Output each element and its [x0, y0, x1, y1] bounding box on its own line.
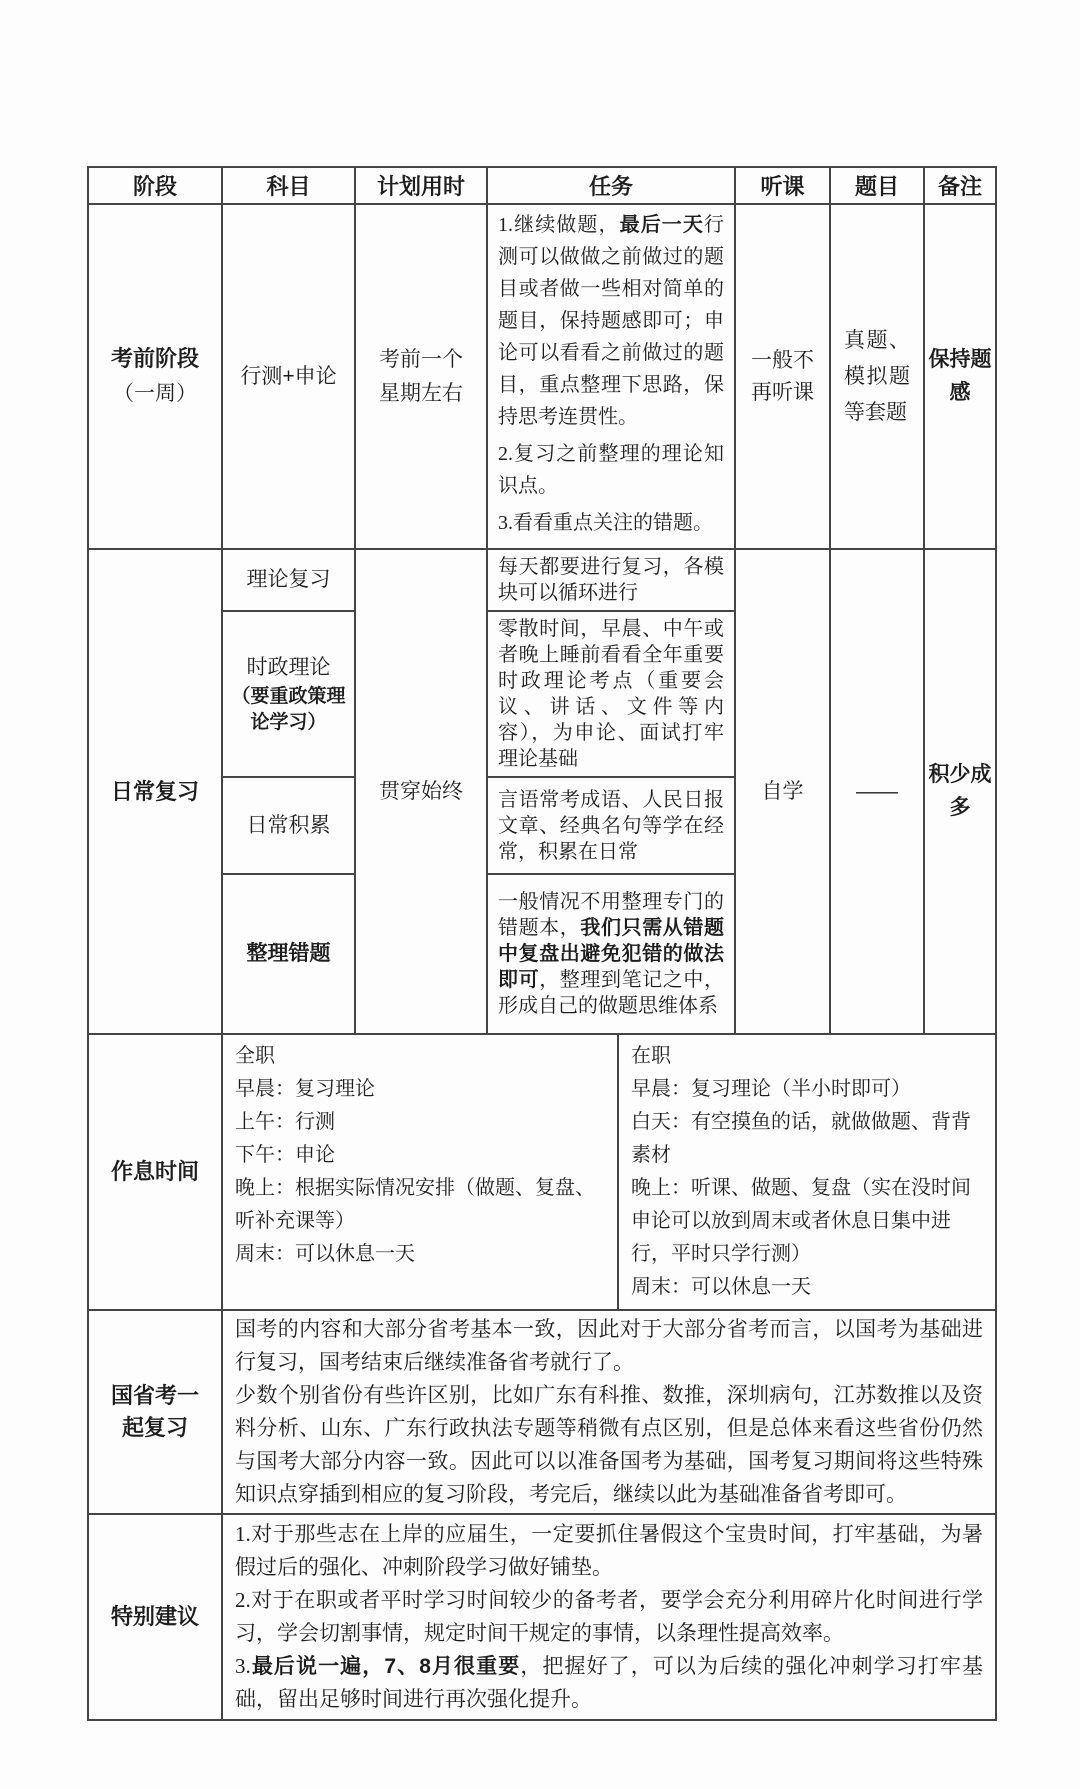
schedule-stage-cell: 作息时间: [88, 1034, 222, 1310]
daily-task-1-cell: 每天都要进行复习，各模块可以循环进行: [487, 549, 735, 611]
pre-exam-duration-text: 考前一个星期左右: [379, 347, 463, 405]
pre-exam-listen-cell: 一般不再听课: [735, 204, 830, 549]
daily-task-2-cell: 零散时间，早晨、中午或者晚上睡前看看全年重要时政理论考点（重要会议、讲话、文件等内容），为申论、面试打牢理论基础: [487, 611, 735, 777]
daily-subject-2-cell: [222, 611, 355, 777]
advice-item-3: [235, 1650, 983, 1716]
task-1-text-rest: 行测可以做做之前做过的题目或者做一些相对简单的题目，保持题感即可；申论可以看看之前做过的题目，重点整理下思路，保持思考连贯性。: [498, 214, 725, 428]
table-header-row: [88, 167, 996, 204]
combined-paragraph-2: 少数个别省份有些许区别，比如广东有科推、数推，深圳病句，江苏数推以及资料分析、山东、广东行政执法专题等稍微有点区别，但是总体来看这些省份仍然与国考大部分内容一致。因此可以以准备国考为基础，国考复习期间将这些特殊知识点穿插到相应的复习阶段，考完后，继续以此为基础准备省考即可。: [235, 1384, 983, 1506]
schedule-onjob-line: 白天：有空摸鱼的话，就做做题、背背素材: [631, 1111, 971, 1166]
header-stage: 阶段: [88, 167, 222, 204]
advice-item-1: [235, 1518, 983, 1584]
schedule-content-cell: [222, 1034, 996, 1310]
combined-paragraph-1: 国考的内容和大部分省考基本一致，因此对于大部分省考而言，以国考为基础进行复习，国考结束后继续准备省考就行了。: [235, 1318, 983, 1374]
pre-exam-task-cell: [487, 204, 735, 549]
study-plan-table: [87, 166, 997, 1721]
row-advice: [88, 1514, 996, 1720]
row-daily-sub1: [88, 549, 996, 611]
daily-subject-1-cell: 理论复习: [222, 549, 355, 611]
advice-2-number: 2.: [235, 1588, 251, 1612]
daily-task-4-text-rest: ，整理到笔记之中，形成自己的做题思维体系: [498, 969, 725, 1017]
pre-exam-note-cell: 保持题感: [924, 204, 996, 549]
pre-exam-task-1: [498, 209, 724, 433]
advice-item-2: [235, 1584, 983, 1650]
daily-task-4-text: 一般情况不用整理专门的错题本，: [498, 891, 724, 939]
pre-exam-duration-cell: [355, 204, 487, 549]
daily-task-4-cell: [487, 874, 735, 1034]
task-1-bold-text: 最后一天: [619, 214, 705, 236]
header-task: 任务: [487, 167, 735, 204]
daily-listen-cell: 自学: [735, 549, 830, 1034]
schedule-split: [223, 1035, 995, 1309]
pre-exam-stage-note: （一周）: [113, 382, 197, 406]
daily-task-4-bold-text: 我们只需从错题中复盘出避免犯错的做法即可: [498, 917, 725, 991]
daily-task-3-cell: 言语常考成语、人民日报文章、经典名句等学在经常，积累在日常: [487, 777, 735, 874]
combined-content-cell: [222, 1310, 996, 1514]
schedule-onjob-block: [619, 1035, 995, 1309]
schedule-fulltime-line: 上午：行测: [235, 1111, 335, 1133]
schedule-fulltime-line: 晚上：根据实际情况安排（做题、复盘、听补充课等）: [235, 1177, 595, 1232]
schedule-fulltime-block: [223, 1035, 619, 1309]
advice-1-text: 对于那些志在上岸的应届生，一定要抓住暑假这个宝贵时间，打牢基础，为暑假过后的强化、冲刺阶段学习做好铺垫。: [235, 1523, 983, 1579]
advice-1-number: 1.: [235, 1522, 251, 1546]
pre-exam-task-2: [498, 438, 724, 502]
combined-stage-cell: [88, 1310, 222, 1514]
schedule-fulltime-line: 周末：可以休息一天: [235, 1243, 415, 1265]
task-2-text: 复习之前整理的理论知识点。: [498, 443, 724, 497]
row-schedule: [88, 1034, 996, 1310]
daily-subject-2-title: 时政理论: [246, 655, 331, 679]
schedule-fulltime-line: 早晨：复习理论: [235, 1078, 375, 1100]
header-listen: 听课: [735, 167, 830, 204]
schedule-fulltime-line: 下午：申论: [235, 1144, 335, 1166]
advice-3-number: 3.: [235, 1654, 251, 1678]
advice-content-cell: [222, 1514, 996, 1720]
daily-subject-3-cell: 日常积累: [222, 777, 355, 874]
row-combined-exams: [88, 1310, 996, 1514]
daily-subject-2-note: （要重政策理论学习）: [231, 686, 346, 733]
task-3-text: 看看重点关注的错题。: [513, 512, 713, 534]
task-2-number: 2.: [498, 443, 513, 465]
advice-stage-cell: 特别建议: [88, 1514, 222, 1720]
header-duration: 计划用时: [355, 167, 487, 204]
schedule-onjob-line: 早晨：复习理论（半小时即可）: [631, 1078, 911, 1100]
row-pre-exam: [88, 204, 996, 549]
advice-3-text-rest: ，把握好了，可以为后续的强化冲刺学习打牢基础，留出足够时间进行再次强化提升。: [235, 1655, 984, 1711]
schedule-onjob-line: 晚上：听课、做题、复盘（实在没时间申论可以放到周末或者休息日集中进行，平时只学行测）: [631, 1177, 971, 1265]
combined-stage-title: 国省考一起复习: [110, 1383, 199, 1440]
task-1-text: 继续做题，: [513, 214, 620, 236]
advice-2-text: 对于在职或者平时学习时间较少的备考者，要学会充分利用碎片化时间进行学习，学会切割事情，规定时间干规定的事情，以条理性提高效率。: [235, 1589, 983, 1645]
pre-exam-questions-cell: 真题、模拟题等套题: [830, 204, 924, 549]
daily-note-cell: 积少成多: [924, 549, 996, 1034]
advice-3-bold-text: 最后说一遍，7、8月很重要: [250, 1655, 521, 1678]
schedule-fulltime-title: 全职: [235, 1045, 275, 1067]
daily-questions-cell: ——: [830, 549, 924, 1034]
task-3-number: 3.: [498, 512, 513, 534]
header-note: 备注: [924, 167, 996, 204]
pre-exam-stage-title: 考前阶段: [110, 346, 199, 372]
daily-duration-cell: 贯穿始终: [355, 549, 487, 1034]
header-subject: 科目: [222, 167, 355, 204]
daily-stage-cell: 日常复习: [88, 549, 222, 1034]
header-questions: 题目: [830, 167, 924, 204]
schedule-onjob-line: 周末：可以休息一天: [631, 1276, 811, 1298]
pre-exam-subject-cell: 行测+申论: [222, 204, 355, 549]
daily-subject-4-cell: 整理错题: [222, 874, 355, 1034]
task-1-number: 1.: [498, 214, 513, 236]
pre-exam-stage-cell: [88, 204, 222, 549]
pre-exam-task-3: [498, 507, 724, 539]
schedule-onjob-title: 在职: [631, 1045, 671, 1067]
